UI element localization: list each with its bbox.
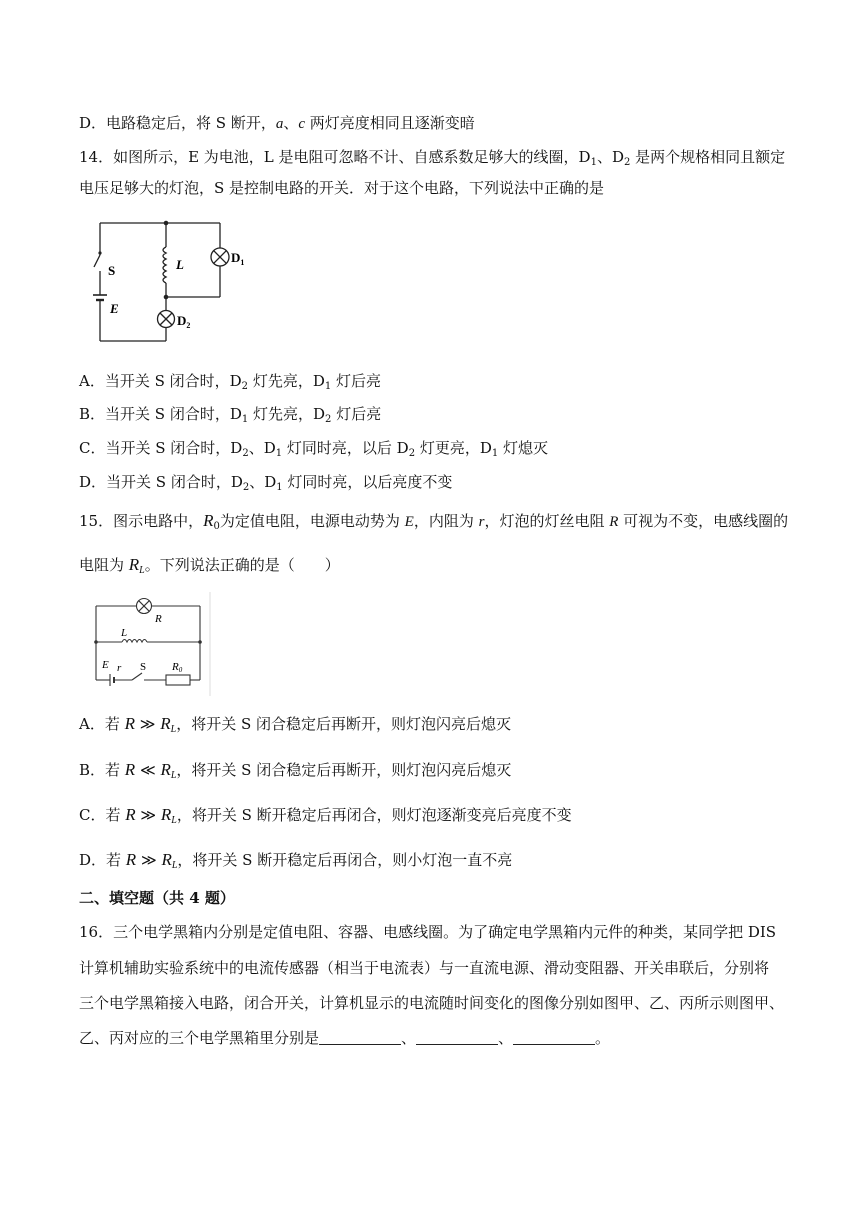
q14-label-d2: $D_2$ bbox=[177, 313, 191, 330]
q13-option-d: D．电路稳定后，将 S 断开，a、c 两灯亮度相同且逐渐变暗 bbox=[79, 114, 475, 132]
q15-label-r0: R0 bbox=[172, 661, 183, 674]
q14-label-d1: $D_1$ bbox=[231, 250, 245, 267]
q15-stem-line1: 15．图示电路中，$R_0$为定值电阻，电源电动势为 E，内阻为 r，灯泡的灯丝电阻 R 可视为不变，电感线圈的 bbox=[79, 511, 789, 532]
q15-option-a: A．若 R ≫ $R_L$，将开关 S 闭合稳定后再断开，则灯泡闪亮后熄灭 bbox=[79, 714, 512, 735]
q15-option-c: C．若 R ≫ $R_L$，将开关 S 断开稳定后再闭合，则灯泡逐渐变亮后亮度不变 bbox=[79, 805, 572, 826]
q16-line1: 16．三个电学黑箱内分别是定值电阻、容器、电感线圈。为了确定电学黑箱内元件的种类，某同学把 DIS bbox=[79, 923, 777, 941]
q16-line4: 乙、丙对应的三个电学黑箱里分别是 、 、 。 bbox=[79, 1029, 611, 1047]
q14-label-l: L bbox=[176, 257, 184, 272]
q15-option-d: D．若 R ≫ $R_L$，将开关 S 断开稳定后再闭合，则小灯泡一直不亮 bbox=[79, 850, 513, 871]
q16-blank-1[interactable] bbox=[319, 1030, 401, 1045]
q16-blank-3[interactable] bbox=[513, 1030, 595, 1045]
q14-option-b: B．当开关 S 闭合时，$D_1$ 灯先亮，$D_2$ 灯后亮 bbox=[79, 405, 382, 425]
q15-label-r: R bbox=[155, 613, 162, 625]
q14-label-e: E bbox=[110, 301, 119, 316]
q14-stem-line1: 14．如图所示，E 为电池，L 是电阻可忽略不计、自感系数足够大的线圈，$D_1$、$D_2$ 是两个规格相同且额定 bbox=[79, 148, 786, 168]
q16-blank-2[interactable] bbox=[416, 1030, 498, 1045]
q14-stem-line2: 电压足够大的灯泡，S 是控制电路的开关．对于这个电路，下列说法中正确的是 bbox=[79, 179, 605, 197]
q15-circuit-diagram bbox=[88, 592, 216, 696]
q15-label-s: S bbox=[140, 661, 147, 673]
section-heading-fill-in: 二、填空题（共 4 题） bbox=[79, 889, 235, 907]
q15-stem-line2: 电阻为 $R_L$。下列说法正确的是（ ） bbox=[79, 555, 340, 576]
q14-option-d: D．当开关 S 闭合时，$D_2$、$D_1$ 灯同时亮，以后亮度不变 bbox=[79, 473, 453, 493]
q16-line3: 三个电学黑箱接入电路，闭合开关，计算机显示的电流随时间变化的图像分别如图甲、乙、丙所示则图甲、 bbox=[79, 994, 785, 1012]
q15-label-l: L bbox=[121, 627, 128, 639]
q14-label-s: S bbox=[108, 263, 116, 278]
q14-circuit-diagram bbox=[90, 215, 270, 350]
q14-option-a: A．当开关 S 闭合时，$D_2$ 灯先亮，$D_1$ 灯后亮 bbox=[79, 372, 381, 392]
q14-option-c: C．当开关 S 闭合时，$D_2$、$D_1$ 灯同时亮，以后 $D_2$ 灯更亮，$D_1$ 灯熄灭 bbox=[79, 439, 549, 459]
q15-label-e: E bbox=[102, 659, 109, 671]
q15-label-r-internal: r bbox=[117, 662, 122, 674]
q16-line2: 计算机辅助实验系统中的电流传感器（相当于电流表）与一直流电源、滑动变阻器、开关串联后，分别将 bbox=[79, 959, 770, 977]
q15-option-b: B．若 R ≪ $R_L$，将开关 S 闭合稳定后再断开，则灯泡闪亮后熄灭 bbox=[79, 760, 512, 781]
